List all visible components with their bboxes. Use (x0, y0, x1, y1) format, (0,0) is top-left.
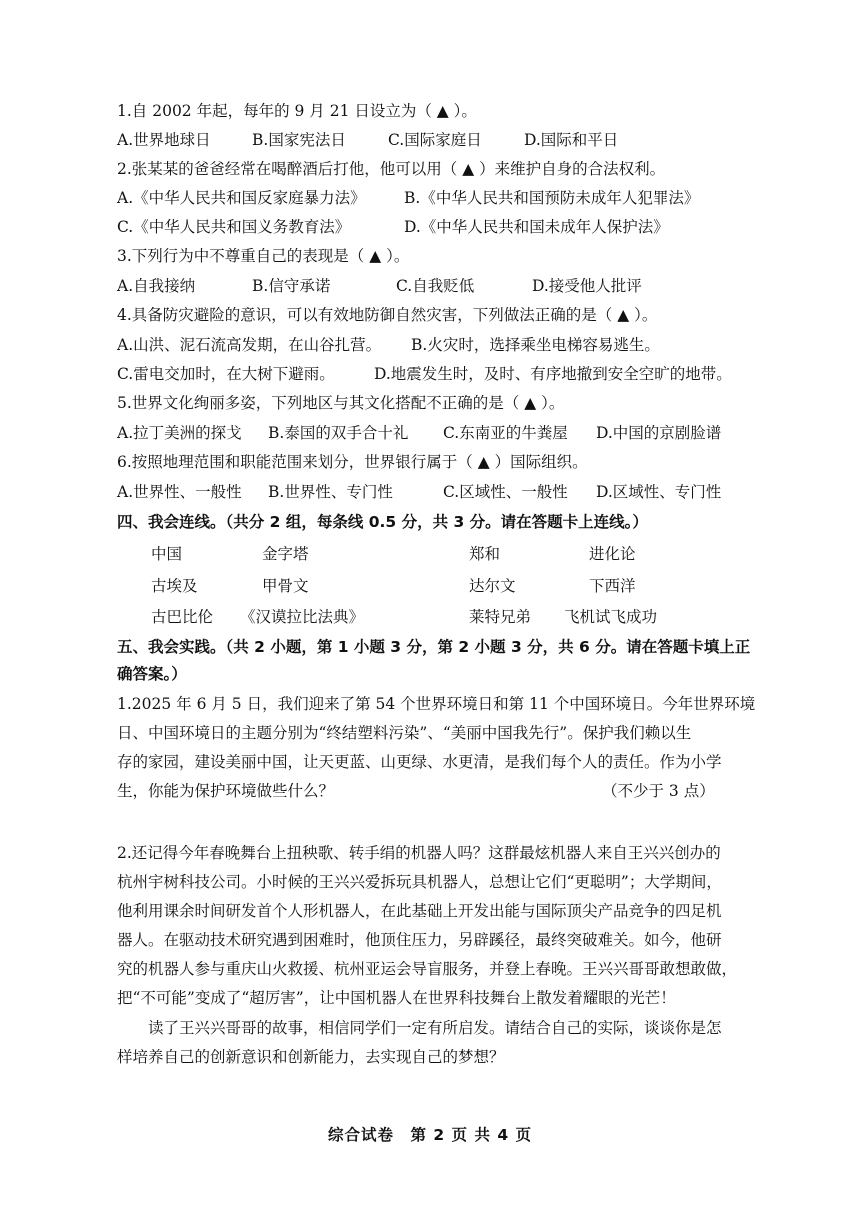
q5-option-a: A.拉丁美洲的探戈 (117, 424, 242, 442)
q1-option-d: D.国际和平日 (524, 131, 619, 149)
q5-option-d: D.中国的京剧脸谱 (596, 424, 722, 442)
question-5-stem: 5.世界文化绚丽多姿，下列地区与其文化搭配不正确的是（ ▲ ）。 (117, 394, 565, 412)
q6-option-c: C.区域性、一般性 (443, 483, 568, 501)
match-left-item: 达尔文 (469, 577, 516, 595)
q2-option-b: B.《中华人民共和国预防未成年人犯罪法》 (404, 189, 700, 207)
section-5-heading-cont: 确答案。） (117, 665, 187, 683)
match-left-item: 中国 (151, 545, 183, 563)
practice-q2-line: 2.还记得今年春晚舞台上扭秧歌、转手绢的机器人吗？这群最炫机器人来自王兴兴创办的 (117, 844, 721, 862)
q3-option-d: D.接受他人批评 (532, 277, 642, 295)
practice-q1-line: 1.2025 年 6 月 5 日，我们迎来了第 54 个世界环境日和第 11 个中国环境日。今年世界环境 (117, 695, 756, 713)
match-right-item: 《汉谟拉比法典》 (240, 608, 365, 626)
practice-q1-note: （不少于 3 点） (602, 782, 715, 800)
match-left-item: 莱特兄弟 (469, 608, 532, 626)
q3-option-b: B.信守承诺 (252, 277, 331, 295)
question-3-stem: 3.下列行为中不尊重自己的表现是（ ▲ ）。 (117, 247, 410, 265)
q6-option-a: A.世界性、一般性 (117, 483, 242, 501)
q6-option-d: D.区域性、专门性 (596, 483, 722, 501)
q1-option-c: C.国际家庭日 (388, 131, 482, 149)
match-right-item: 下西洋 (589, 577, 636, 595)
practice-q2-line: 杭州宇树科技公司。小时候的王兴兴爱拆玩具机器人，总想让它们“更聪明”；大学期间， (117, 873, 722, 891)
q1-option-a: A.世界地球日 (117, 131, 211, 149)
section-4-heading: 四、我会连线。（共分 2 组，每条线 0.5 分，共 3 分。请在答题卡上连线。） (117, 513, 648, 531)
q1-option-b: B.国家宪法日 (252, 131, 346, 149)
q4-option-d: D.地震发生时，及时、有序地撤到安全空旷的地带。 (374, 365, 732, 383)
q2-option-a: A.《中华人民共和国反家庭暴力法》 (117, 189, 366, 207)
q2-option-d: D.《中华人民共和国未成年人保护法》 (404, 218, 669, 236)
match-right-item: 甲骨文 (262, 577, 309, 595)
q4-option-a: A.山洪、泥石流高发期，在山谷扎营。 (117, 336, 382, 354)
q3-option-a: A.自我接纳 (117, 277, 196, 295)
practice-q2-line: 他利用课余时间研发首个人形机器人，在此基础上开发出能与国际顶尖产品竞争的四足机 (117, 902, 722, 920)
q2-option-c: C.《中华人民共和国义务教育法》 (117, 218, 351, 236)
practice-q2-line: 样培养自己的创新意识和创新能力，去实现自己的梦想？ (117, 1048, 505, 1066)
match-right-item: 飞机试飞成功 (564, 608, 658, 626)
question-4-stem: 4.具备防灾避险的意识，可以有效地防御自然灾害，下列做法正确的是（ ▲ ）。 (117, 306, 658, 324)
match-right-item: 进化论 (589, 545, 636, 563)
match-left-item: 古埃及 (151, 577, 198, 595)
question-6-stem: 6.按照地理范围和职能范围来划分，世界银行属于（ ▲ ）国际组织。 (117, 453, 588, 471)
practice-q1-line: 日、中国环境日的主题分别为“终结塑料污染”、“美丽中国我先行”。保护我们赖以生 (117, 724, 692, 742)
q6-option-b: B.世界性、专门性 (268, 483, 393, 501)
q5-option-b: B.泰国的双手合十礼 (268, 424, 409, 442)
q5-option-c: C.东南亚的牛粪屋 (443, 424, 568, 442)
section-5-heading: 五、我会实践。（共 2 小题，第 1 小题 3 分，第 2 小题 3 分，共 6 分。请在答题卡填上正 (117, 638, 751, 656)
practice-q1-line: 存的家园，建设美丽中国，让天更蓝、山更绿、水更清，是我们每个人的责任。作为小学 (117, 753, 722, 771)
practice-q1-line: 生，你能为保护环境做些什么？ (117, 782, 335, 800)
question-1-stem: 1.自 2002 年起，每年的 9 月 21 日设立为（ ▲ ）。 (117, 102, 477, 120)
question-2-stem: 2.张某某的爸爸经常在喝醉酒后打他，他可以用（ ▲ ）来维护自身的合法权利。 (117, 160, 666, 178)
q4-option-c: C.雷电交加时，在大树下避雨。 (117, 365, 335, 383)
page-footer: 综合试卷 第 2 页 共 4 页 (327, 1126, 533, 1144)
match-left-item: 古巴比伦 (151, 608, 214, 626)
match-right-item: 金字塔 (262, 545, 309, 563)
match-left-item: 郑和 (469, 545, 501, 563)
practice-q2-line: 器人。在驱动技术研究遇到困难时，他顶住压力，另辟蹊径，最终突破难关。如今，他研 (117, 931, 722, 949)
practice-q2-line: 究的机器人参与重庆山火救援、杭州亚运会导盲服务，并登上春晚。王兴兴哥哥敢想敢做， (117, 960, 738, 978)
practice-q2-line: 把“不可能”变成了“超厉害”，让中国机器人在世界科技舞台上散发着耀眼的光芒！ (117, 989, 676, 1007)
q3-option-c: C.自我贬低 (396, 277, 475, 295)
practice-q2-line: 读了王兴兴哥哥的故事，相信同学们一定有所启发。请结合自己的实际，谈谈你是怎 (117, 1019, 722, 1037)
q4-option-b: B.火灾时，选择乘坐电梯容易逃生。 (411, 336, 660, 354)
